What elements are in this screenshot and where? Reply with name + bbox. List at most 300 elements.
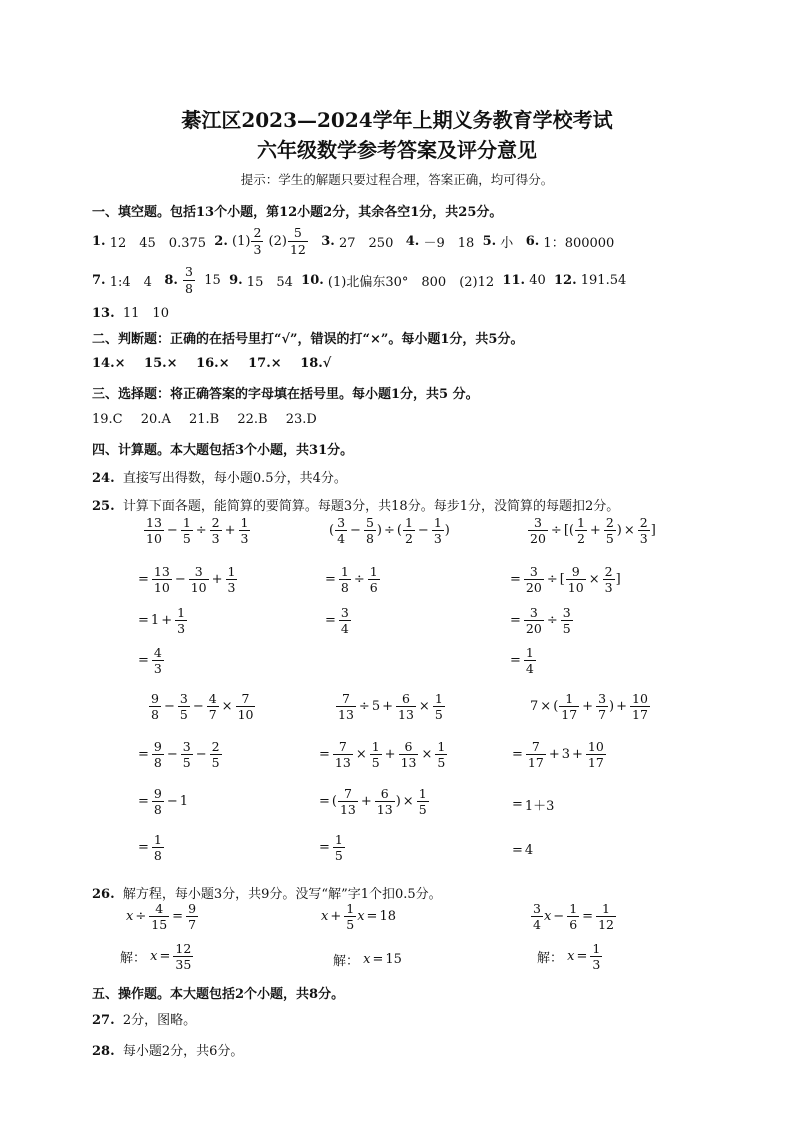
numerator: 3 bbox=[185, 264, 193, 280]
q25-num: 25. bbox=[92, 499, 115, 514]
numerator: 10 bbox=[632, 691, 648, 706]
q9-answer: 15 54 bbox=[246, 274, 293, 290]
math-symbol: = bbox=[319, 794, 330, 810]
numerator: 1 bbox=[334, 832, 343, 847]
fraction bbox=[375, 787, 395, 816]
math-symbol: + bbox=[589, 523, 601, 539]
numerator: 7 bbox=[338, 787, 358, 802]
math-symbol: ÷ bbox=[546, 613, 558, 629]
denominator: 5 bbox=[334, 848, 343, 864]
math-symbol: ÷ bbox=[383, 523, 395, 539]
answer-line-3 bbox=[92, 302, 169, 321]
fraction bbox=[526, 740, 546, 769]
q8-num: 8. bbox=[164, 272, 178, 288]
calc-1-step-2 bbox=[136, 606, 188, 635]
denominator: 8 bbox=[153, 848, 162, 864]
fraction bbox=[604, 516, 616, 545]
calc-3-step-2 bbox=[508, 606, 574, 635]
fraction bbox=[630, 692, 650, 721]
numerator: 1 bbox=[340, 564, 349, 579]
math-symbol: + bbox=[330, 909, 342, 925]
solution-2-value: 15 bbox=[385, 952, 402, 967]
numerator: 6 bbox=[399, 740, 419, 755]
math-symbol: ) bbox=[616, 523, 622, 539]
math-symbol: = bbox=[576, 949, 588, 965]
fraction bbox=[417, 787, 429, 816]
denominator: 8 bbox=[365, 531, 374, 547]
q25-text: 计算下面各题，能简算的要简算。每题3分，共18分。每步1分，没简算的每题扣2分。 bbox=[122, 499, 620, 514]
fraction bbox=[433, 692, 445, 721]
numerator: 9 bbox=[153, 786, 162, 801]
fraction bbox=[144, 516, 164, 545]
numerator: 1 bbox=[404, 515, 413, 530]
math-symbol: × bbox=[540, 699, 552, 715]
numerator: 1 bbox=[559, 692, 579, 707]
math-symbol: = bbox=[159, 949, 171, 965]
denominator: 2 bbox=[576, 531, 585, 547]
math-symbol: × bbox=[588, 572, 600, 588]
math-symbol: = bbox=[172, 909, 184, 925]
denominator: 17 bbox=[561, 707, 578, 723]
numerator: 3 bbox=[524, 606, 544, 621]
numerator: 1 bbox=[240, 515, 249, 530]
calc-4-step-3 bbox=[136, 833, 165, 862]
q3-num: 3. bbox=[321, 233, 335, 249]
math-symbol: ) bbox=[444, 523, 450, 539]
math-symbol: − bbox=[174, 572, 186, 588]
calc-6-step-3 bbox=[510, 843, 533, 858]
numerator: 6 bbox=[396, 692, 416, 707]
section-2-heading: 二、判断题：正确的在括号里打“√”，错误的打“×”。每小题1分，共5分。 bbox=[92, 332, 524, 347]
fraction bbox=[370, 740, 382, 769]
q28-num: 28. bbox=[92, 1044, 115, 1059]
denominator: 6 bbox=[369, 580, 378, 596]
numerator: 2 bbox=[253, 225, 262, 241]
q28-line bbox=[92, 1040, 243, 1059]
math-symbol: + bbox=[384, 747, 396, 763]
solution-2 bbox=[333, 950, 402, 969]
denominator: 5 bbox=[371, 755, 380, 771]
fraction bbox=[364, 516, 376, 545]
numerator: 1 bbox=[569, 901, 578, 916]
judge-answers bbox=[92, 356, 331, 371]
math-symbol: x bbox=[357, 909, 365, 925]
answer-19: 19.C bbox=[92, 412, 123, 427]
answer-15: 15.× bbox=[144, 356, 178, 371]
denominator: 13 bbox=[338, 707, 354, 723]
numerator: 1 bbox=[592, 941, 601, 956]
q1-num: 1. bbox=[92, 233, 106, 249]
fraction bbox=[236, 692, 256, 721]
denominator: 10 bbox=[190, 580, 207, 596]
denominator: 20 bbox=[525, 621, 542, 637]
q12-num: 12. bbox=[554, 272, 577, 288]
solution-3 bbox=[537, 942, 603, 971]
section-4-heading: 四、计算题。本大题包括3个小题，共31分。 bbox=[92, 443, 354, 458]
denominator: 8 bbox=[153, 755, 162, 771]
numerator: 1 bbox=[576, 515, 585, 530]
q25-line bbox=[92, 495, 619, 514]
numerator: 13 bbox=[146, 515, 162, 530]
hint-text: 提示：学生的解题只要过程合理，答案正确，均可得分。 bbox=[240, 172, 554, 187]
numerator: 12 bbox=[175, 941, 192, 956]
q5-answer: 小 bbox=[500, 235, 514, 251]
denominator: 17 bbox=[587, 755, 604, 771]
math-symbol: = bbox=[325, 572, 336, 588]
numerator: 3 bbox=[528, 516, 548, 531]
numerator: 1 bbox=[418, 786, 427, 801]
denominator: 5 bbox=[562, 621, 571, 637]
math-symbol: = bbox=[510, 613, 521, 629]
math-symbol: x bbox=[150, 949, 158, 965]
numerator: 13 bbox=[153, 564, 170, 579]
calc-6-result: 4 bbox=[524, 843, 534, 858]
numerator: 1 bbox=[177, 605, 186, 620]
fraction bbox=[561, 606, 573, 635]
math-symbol: ÷ bbox=[195, 523, 207, 539]
fraction bbox=[333, 833, 345, 862]
numerator: 6 bbox=[375, 787, 395, 802]
math-symbol: x bbox=[567, 949, 575, 965]
fraction bbox=[575, 516, 587, 545]
fraction bbox=[181, 740, 193, 769]
denominator: 3 bbox=[227, 580, 236, 596]
numerator: 2 bbox=[211, 515, 220, 530]
calc-1-step-0 bbox=[143, 516, 251, 545]
denominator: 3 bbox=[177, 621, 186, 637]
math-symbol: + bbox=[582, 699, 594, 715]
denominator: 13 bbox=[400, 755, 417, 771]
math-symbol: + bbox=[382, 699, 393, 715]
choice-answers bbox=[92, 412, 317, 427]
equation-2 bbox=[321, 902, 396, 931]
math-symbol: = bbox=[510, 653, 521, 669]
numerator: 4 bbox=[149, 902, 169, 917]
fraction bbox=[638, 516, 650, 545]
fraction bbox=[210, 516, 222, 545]
denominator: 13 bbox=[339, 802, 356, 818]
math-symbol: × bbox=[402, 794, 414, 810]
q2-part1: (1) bbox=[232, 233, 251, 249]
fraction bbox=[152, 646, 164, 675]
math-symbol: = bbox=[512, 843, 523, 858]
fraction bbox=[149, 902, 169, 931]
fraction bbox=[339, 606, 351, 635]
denominator: 5 bbox=[346, 917, 355, 933]
fraction bbox=[189, 565, 209, 594]
denominator: 10 bbox=[237, 707, 254, 723]
fraction bbox=[566, 565, 586, 594]
denominator: 4 bbox=[337, 531, 346, 547]
fraction bbox=[152, 787, 164, 816]
q3-answer: 27 250 bbox=[338, 235, 394, 251]
denominator: 2 bbox=[404, 531, 413, 547]
denominator: 13 bbox=[334, 755, 351, 771]
q2-part2: (2) bbox=[268, 233, 287, 249]
denominator: 10 bbox=[567, 580, 584, 596]
section-1-heading: 一、填空题。包括13个小题，第12小题2分，其余各空1分，共25分。 bbox=[92, 205, 503, 220]
fraction bbox=[403, 516, 415, 545]
denominator: 3 bbox=[211, 531, 220, 547]
numerator: 3 bbox=[524, 565, 544, 580]
math-symbol: ] bbox=[615, 572, 621, 588]
denominator: 8 bbox=[151, 707, 159, 723]
q27-line bbox=[92, 1009, 196, 1028]
math-symbol: = bbox=[512, 747, 523, 763]
math-symbol: = bbox=[319, 747, 330, 763]
q26-text: 解方程，每小题3分，共9分。没写“解”字1个扣0.5分。 bbox=[122, 887, 442, 902]
math-symbol: ÷ bbox=[135, 909, 147, 925]
numerator: 9 bbox=[188, 901, 197, 916]
numerator: 3 bbox=[340, 605, 349, 620]
fraction bbox=[344, 902, 356, 931]
numerator: 9 bbox=[151, 691, 159, 706]
denominator: 17 bbox=[632, 707, 648, 723]
denominator: 5 bbox=[434, 707, 443, 723]
fraction bbox=[333, 740, 353, 769]
math-symbol: ÷ bbox=[353, 572, 365, 588]
numerator: 3 bbox=[179, 691, 188, 706]
numerator: 3 bbox=[337, 515, 346, 530]
fraction bbox=[339, 565, 351, 594]
q9-num: 9. bbox=[229, 272, 243, 288]
denominator: 4 bbox=[525, 661, 534, 677]
fraction bbox=[152, 565, 172, 594]
numerator: 2 bbox=[639, 515, 648, 530]
q11-answer: 40 bbox=[529, 272, 546, 288]
denominator: 3 bbox=[604, 580, 613, 596]
math-symbol: = bbox=[138, 747, 149, 763]
denominator: 5 bbox=[211, 755, 220, 771]
equation-3 bbox=[530, 902, 617, 931]
numerator: 1 bbox=[227, 564, 236, 579]
calc-4-step-0 bbox=[148, 692, 256, 721]
math-symbol: ) bbox=[395, 794, 401, 810]
q10-answer: (1)北偏东30° 800 (2)12 bbox=[327, 274, 495, 290]
fraction bbox=[183, 265, 195, 294]
calc-6-value: 1＋3 bbox=[524, 799, 555, 814]
denominator: 5 bbox=[605, 531, 614, 547]
denominator: 7 bbox=[188, 917, 197, 933]
q13-answer: 11 10 bbox=[122, 306, 169, 321]
fraction bbox=[524, 606, 544, 635]
q2-num: 2. bbox=[214, 233, 228, 249]
fraction bbox=[559, 692, 579, 721]
math-symbol: − bbox=[417, 523, 429, 539]
fraction bbox=[524, 565, 544, 594]
denominator: 8 bbox=[185, 280, 193, 296]
numerator: 1 bbox=[437, 739, 446, 754]
math-symbol: 7 bbox=[530, 699, 539, 715]
math-symbol: − bbox=[350, 523, 361, 539]
math-symbol: = bbox=[512, 797, 523, 812]
solution-1 bbox=[120, 942, 194, 971]
numerator: 7 bbox=[236, 692, 256, 707]
math-symbol: − bbox=[553, 909, 565, 925]
fraction bbox=[524, 646, 536, 675]
fraction bbox=[596, 902, 616, 931]
math-symbol: ( bbox=[396, 523, 402, 539]
fraction bbox=[251, 226, 263, 255]
denominator: 5 bbox=[182, 531, 191, 547]
denominator: 4 bbox=[533, 917, 541, 933]
denominator: 3 bbox=[639, 531, 648, 547]
q7-num: 7. bbox=[92, 272, 106, 288]
math-symbol: = bbox=[510, 572, 521, 588]
math-symbol: + bbox=[572, 747, 583, 763]
math-symbol: − bbox=[192, 699, 204, 715]
math-symbol: ÷ bbox=[358, 699, 370, 715]
denominator: 12 bbox=[598, 917, 614, 933]
q28-text: 每小题2分，共6分。 bbox=[122, 1044, 244, 1059]
numerator: 2 bbox=[604, 564, 613, 579]
calc-6-step-1 bbox=[510, 740, 607, 769]
math-symbol: [ bbox=[559, 572, 565, 588]
math-symbol: 1 bbox=[150, 613, 160, 629]
denominator: 3 bbox=[240, 531, 249, 547]
math-symbol: = bbox=[138, 794, 149, 810]
fraction bbox=[207, 692, 219, 721]
math-symbol: x bbox=[543, 909, 552, 925]
numerator: 9 bbox=[153, 739, 162, 754]
denominator: 8 bbox=[340, 580, 349, 596]
fraction bbox=[239, 516, 251, 545]
numerator: 10 bbox=[587, 739, 604, 754]
q24-num: 24. bbox=[92, 471, 115, 486]
fraction bbox=[399, 740, 419, 769]
numerator: 5 bbox=[288, 226, 308, 241]
calc-6-step-2 bbox=[510, 795, 554, 814]
answer-18: 18.√ bbox=[300, 356, 332, 371]
fraction bbox=[396, 692, 416, 721]
denominator: 8 bbox=[153, 802, 162, 818]
denominator: 4 bbox=[340, 621, 349, 637]
solution-label: 解： bbox=[333, 954, 360, 969]
fraction bbox=[186, 902, 198, 931]
fraction bbox=[603, 565, 615, 594]
fraction bbox=[178, 692, 190, 721]
math-symbol: × bbox=[623, 523, 635, 539]
fraction bbox=[152, 740, 164, 769]
q12-answer: 191.54 bbox=[580, 272, 627, 288]
denominator: 5 bbox=[179, 707, 188, 723]
denominator: 5 bbox=[182, 755, 191, 771]
numerator: 1 bbox=[433, 515, 442, 530]
denominator: 7 bbox=[598, 707, 607, 723]
math-symbol: − bbox=[166, 523, 178, 539]
fraction bbox=[149, 692, 161, 721]
numerator: 1 bbox=[182, 515, 191, 530]
numerator: 2 bbox=[605, 515, 614, 530]
fraction bbox=[210, 740, 222, 769]
q7-answer: 1:4 4 bbox=[109, 274, 152, 290]
numerator: 1 bbox=[369, 564, 378, 579]
math-symbol: + bbox=[224, 523, 236, 539]
numerator: 3 bbox=[562, 605, 571, 620]
answer-line-1 bbox=[92, 226, 614, 256]
denominator: 20 bbox=[525, 580, 542, 596]
solution-label: 解： bbox=[120, 951, 147, 967]
calc-1-step-1 bbox=[136, 565, 238, 594]
math-symbol: − bbox=[166, 794, 178, 810]
numerator: 5 bbox=[365, 515, 374, 530]
numerator: 3 bbox=[598, 691, 607, 706]
math-symbol: = bbox=[366, 909, 378, 925]
calc-5-step-2 bbox=[317, 787, 430, 816]
section-5-heading: 五、操作题。本大题包括2个小题，共8分。 bbox=[92, 987, 345, 1002]
numerator: 1 bbox=[434, 691, 443, 706]
exam-title: 綦江区2023—2024学年上期义务教育学校考试 bbox=[181, 108, 613, 132]
numerator: 7 bbox=[333, 740, 353, 755]
numerator: 1 bbox=[371, 739, 380, 754]
math-symbol: ) bbox=[376, 523, 382, 539]
math-symbol: [( bbox=[563, 523, 574, 539]
denominator: 5 bbox=[437, 755, 446, 771]
math-symbol: ( bbox=[329, 523, 335, 539]
q27-num: 27. bbox=[92, 1013, 115, 1028]
answer-23: 23.D bbox=[285, 412, 317, 427]
fraction bbox=[531, 902, 543, 931]
math-symbol: x bbox=[363, 952, 371, 967]
denominator: 10 bbox=[146, 531, 162, 547]
q4-answer: －9 18 bbox=[423, 235, 475, 251]
fraction bbox=[175, 606, 187, 635]
q1-answer: 12 45 0.375 bbox=[109, 235, 207, 251]
calc-3-step-3 bbox=[508, 646, 537, 675]
denominator: 15 bbox=[151, 917, 168, 933]
calc-2-step-2 bbox=[323, 606, 352, 635]
math-symbol: 5 bbox=[371, 699, 381, 715]
math-symbol: + bbox=[616, 699, 628, 715]
q26-num: 26. bbox=[92, 887, 115, 902]
calc-3-step-0 bbox=[527, 516, 656, 545]
calc-1-step-3 bbox=[136, 646, 165, 675]
math-symbol: = bbox=[138, 572, 149, 588]
equation-2-rhs: 18 bbox=[379, 909, 396, 925]
answer-21: 21.B bbox=[188, 412, 220, 427]
fraction bbox=[528, 516, 548, 545]
q26-line bbox=[92, 883, 442, 902]
math-symbol: ÷ bbox=[550, 523, 562, 539]
denominator: 12 bbox=[289, 241, 306, 257]
math-symbol: × bbox=[355, 747, 367, 763]
numerator: 3 bbox=[182, 739, 191, 754]
answer-key-title: 六年级数学参考答案及评分意见 bbox=[257, 138, 537, 162]
math-symbol: × bbox=[421, 747, 433, 763]
calc-4-step-1 bbox=[136, 740, 223, 769]
answer-17: 17.× bbox=[248, 356, 282, 371]
math-symbol: + bbox=[161, 613, 173, 629]
math-symbol: ÷ bbox=[546, 572, 558, 588]
q24-line bbox=[92, 467, 347, 486]
math-symbol: = bbox=[138, 840, 149, 856]
answer-line-2 bbox=[92, 264, 626, 296]
numerator: 7 bbox=[336, 692, 356, 707]
math-symbol: = bbox=[582, 909, 594, 925]
numerator: 1 bbox=[153, 832, 162, 847]
answer-22: 22.B bbox=[237, 412, 268, 427]
denominator: 5 bbox=[418, 802, 427, 818]
math-symbol: − bbox=[163, 699, 175, 715]
math-symbol: ( bbox=[331, 794, 337, 810]
q6-answer: 1：800000 bbox=[543, 235, 615, 251]
denominator: 3 bbox=[253, 241, 262, 257]
math-symbol: = bbox=[372, 952, 384, 967]
numerator: 7 bbox=[526, 740, 546, 755]
q10-num: 10. bbox=[301, 272, 324, 288]
denominator: 3 bbox=[592, 957, 601, 973]
q27-text: 2分，图略。 bbox=[122, 1013, 197, 1028]
